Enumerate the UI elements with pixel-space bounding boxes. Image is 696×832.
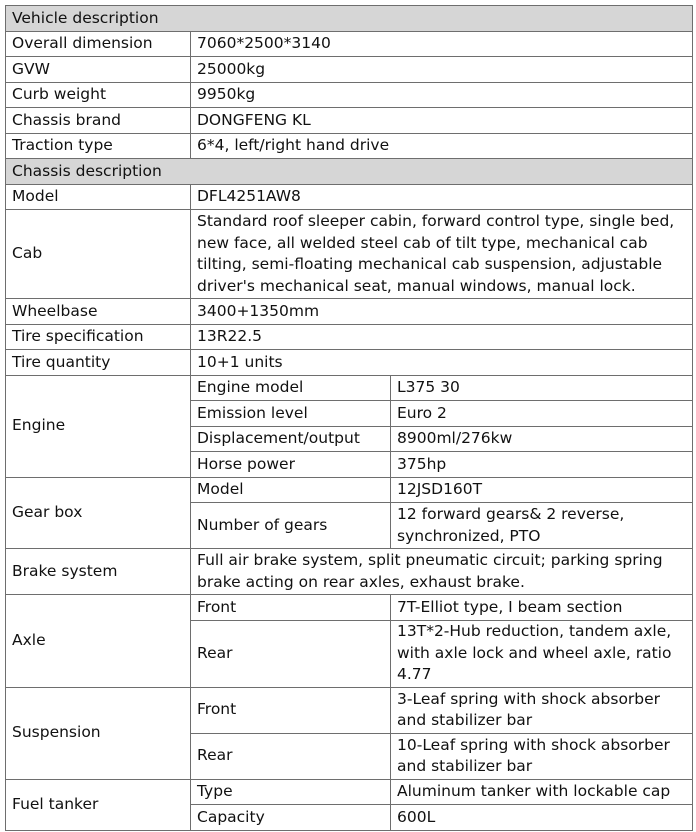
row-value: 25000kg (191, 57, 693, 83)
row-label: Wheelbase (6, 299, 191, 325)
table-row (6, 57, 693, 83)
group-label-gear-box: Gear box (6, 477, 191, 549)
row-label: GVW (6, 57, 191, 83)
sub-label: Engine model (191, 375, 391, 401)
table-row (6, 210, 693, 299)
row-label: Tire quantity (6, 350, 191, 376)
sub-value: 8900ml/276kw (391, 426, 693, 452)
table-row (6, 549, 693, 595)
vehicle-spec-table (5, 5, 693, 831)
sub-label: Displacement/output (191, 426, 391, 452)
sub-label: Model (191, 477, 391, 503)
sub-value: 12 forward gears& 2 reverse, synchronized, PTO (391, 503, 693, 549)
row-label: Chassis brand (6, 108, 191, 134)
sub-label: Front (191, 595, 391, 621)
table-row (6, 595, 693, 621)
table-row (6, 477, 693, 503)
group-label-engine: Engine (6, 375, 191, 477)
sub-value: 600L (391, 805, 693, 831)
sub-label: Number of gears (191, 503, 391, 549)
group-label-fuel-tanker: Fuel tanker (6, 779, 191, 830)
row-value: Standard roof sleeper cabin, forward control type, single bed, new face, all welded steel cab of tilt type, mechanical cab tilting, semi-floating mechanical cab suspension, adjustable driver's mechanical seat, manual windows, manual lock. (191, 210, 693, 299)
sub-value: 3-Leaf spring with shock absorber and stabilizer bar (391, 687, 693, 733)
sub-label: Rear (191, 620, 391, 687)
row-value: DFL4251AW8 (191, 184, 693, 210)
section-header-chassis: Chassis description (6, 159, 693, 185)
table-row (6, 324, 693, 350)
row-label: Cab (6, 210, 191, 299)
row-label: Tire specification (6, 324, 191, 350)
sub-label: Rear (191, 733, 391, 779)
sub-value: Aluminum tanker with lockable cap (391, 779, 693, 805)
row-label: Curb weight (6, 82, 191, 108)
sub-label: Emission level (191, 401, 391, 427)
section-row-vehicle (6, 6, 693, 32)
row-value: 6*4, left/right hand drive (191, 133, 693, 159)
section-row-chassis (6, 159, 693, 185)
group-label-suspension: Suspension (6, 687, 191, 779)
table-row (6, 108, 693, 134)
table-row (6, 82, 693, 108)
sub-value: 7T-Elliot type, I beam section (391, 595, 693, 621)
row-value: 13R22.5 (191, 324, 693, 350)
table-row (6, 31, 693, 57)
sub-value: 375hp (391, 452, 693, 478)
table-row (6, 350, 693, 376)
row-value: 9950kg (191, 82, 693, 108)
row-value: 3400+1350mm (191, 299, 693, 325)
sub-label: Type (191, 779, 391, 805)
sub-label: Capacity (191, 805, 391, 831)
sub-label: Horse power (191, 452, 391, 478)
section-header-vehicle: Vehicle description (6, 6, 693, 32)
table-row (6, 299, 693, 325)
sub-value: 13T*2-Hub reduction, tandem axle, with axle lock and wheel axle, ratio 4.77 (391, 620, 693, 687)
table-row (6, 779, 693, 805)
sub-value: Euro 2 (391, 401, 693, 427)
sub-label: Front (191, 687, 391, 733)
row-value: Full air brake system, split pneumatic circuit; parking spring brake acting on rear axles, exhaust brake. (191, 549, 693, 595)
sub-value: L375 30 (391, 375, 693, 401)
table-row (6, 375, 693, 401)
row-value: 10+1 units (191, 350, 693, 376)
table-row (6, 133, 693, 159)
row-label: Traction type (6, 133, 191, 159)
row-label: Model (6, 184, 191, 210)
table-row (6, 184, 693, 210)
sub-value: 10-Leaf spring with shock absorber and stabilizer bar (391, 733, 693, 779)
table-row (6, 687, 693, 733)
row-value: 7060*2500*3140 (191, 31, 693, 57)
group-label-axle: Axle (6, 595, 191, 688)
row-label: Overall dimension (6, 31, 191, 57)
sub-value: 12JSD160T (391, 477, 693, 503)
row-value: DONGFENG KL (191, 108, 693, 134)
row-label: Brake system (6, 549, 191, 595)
